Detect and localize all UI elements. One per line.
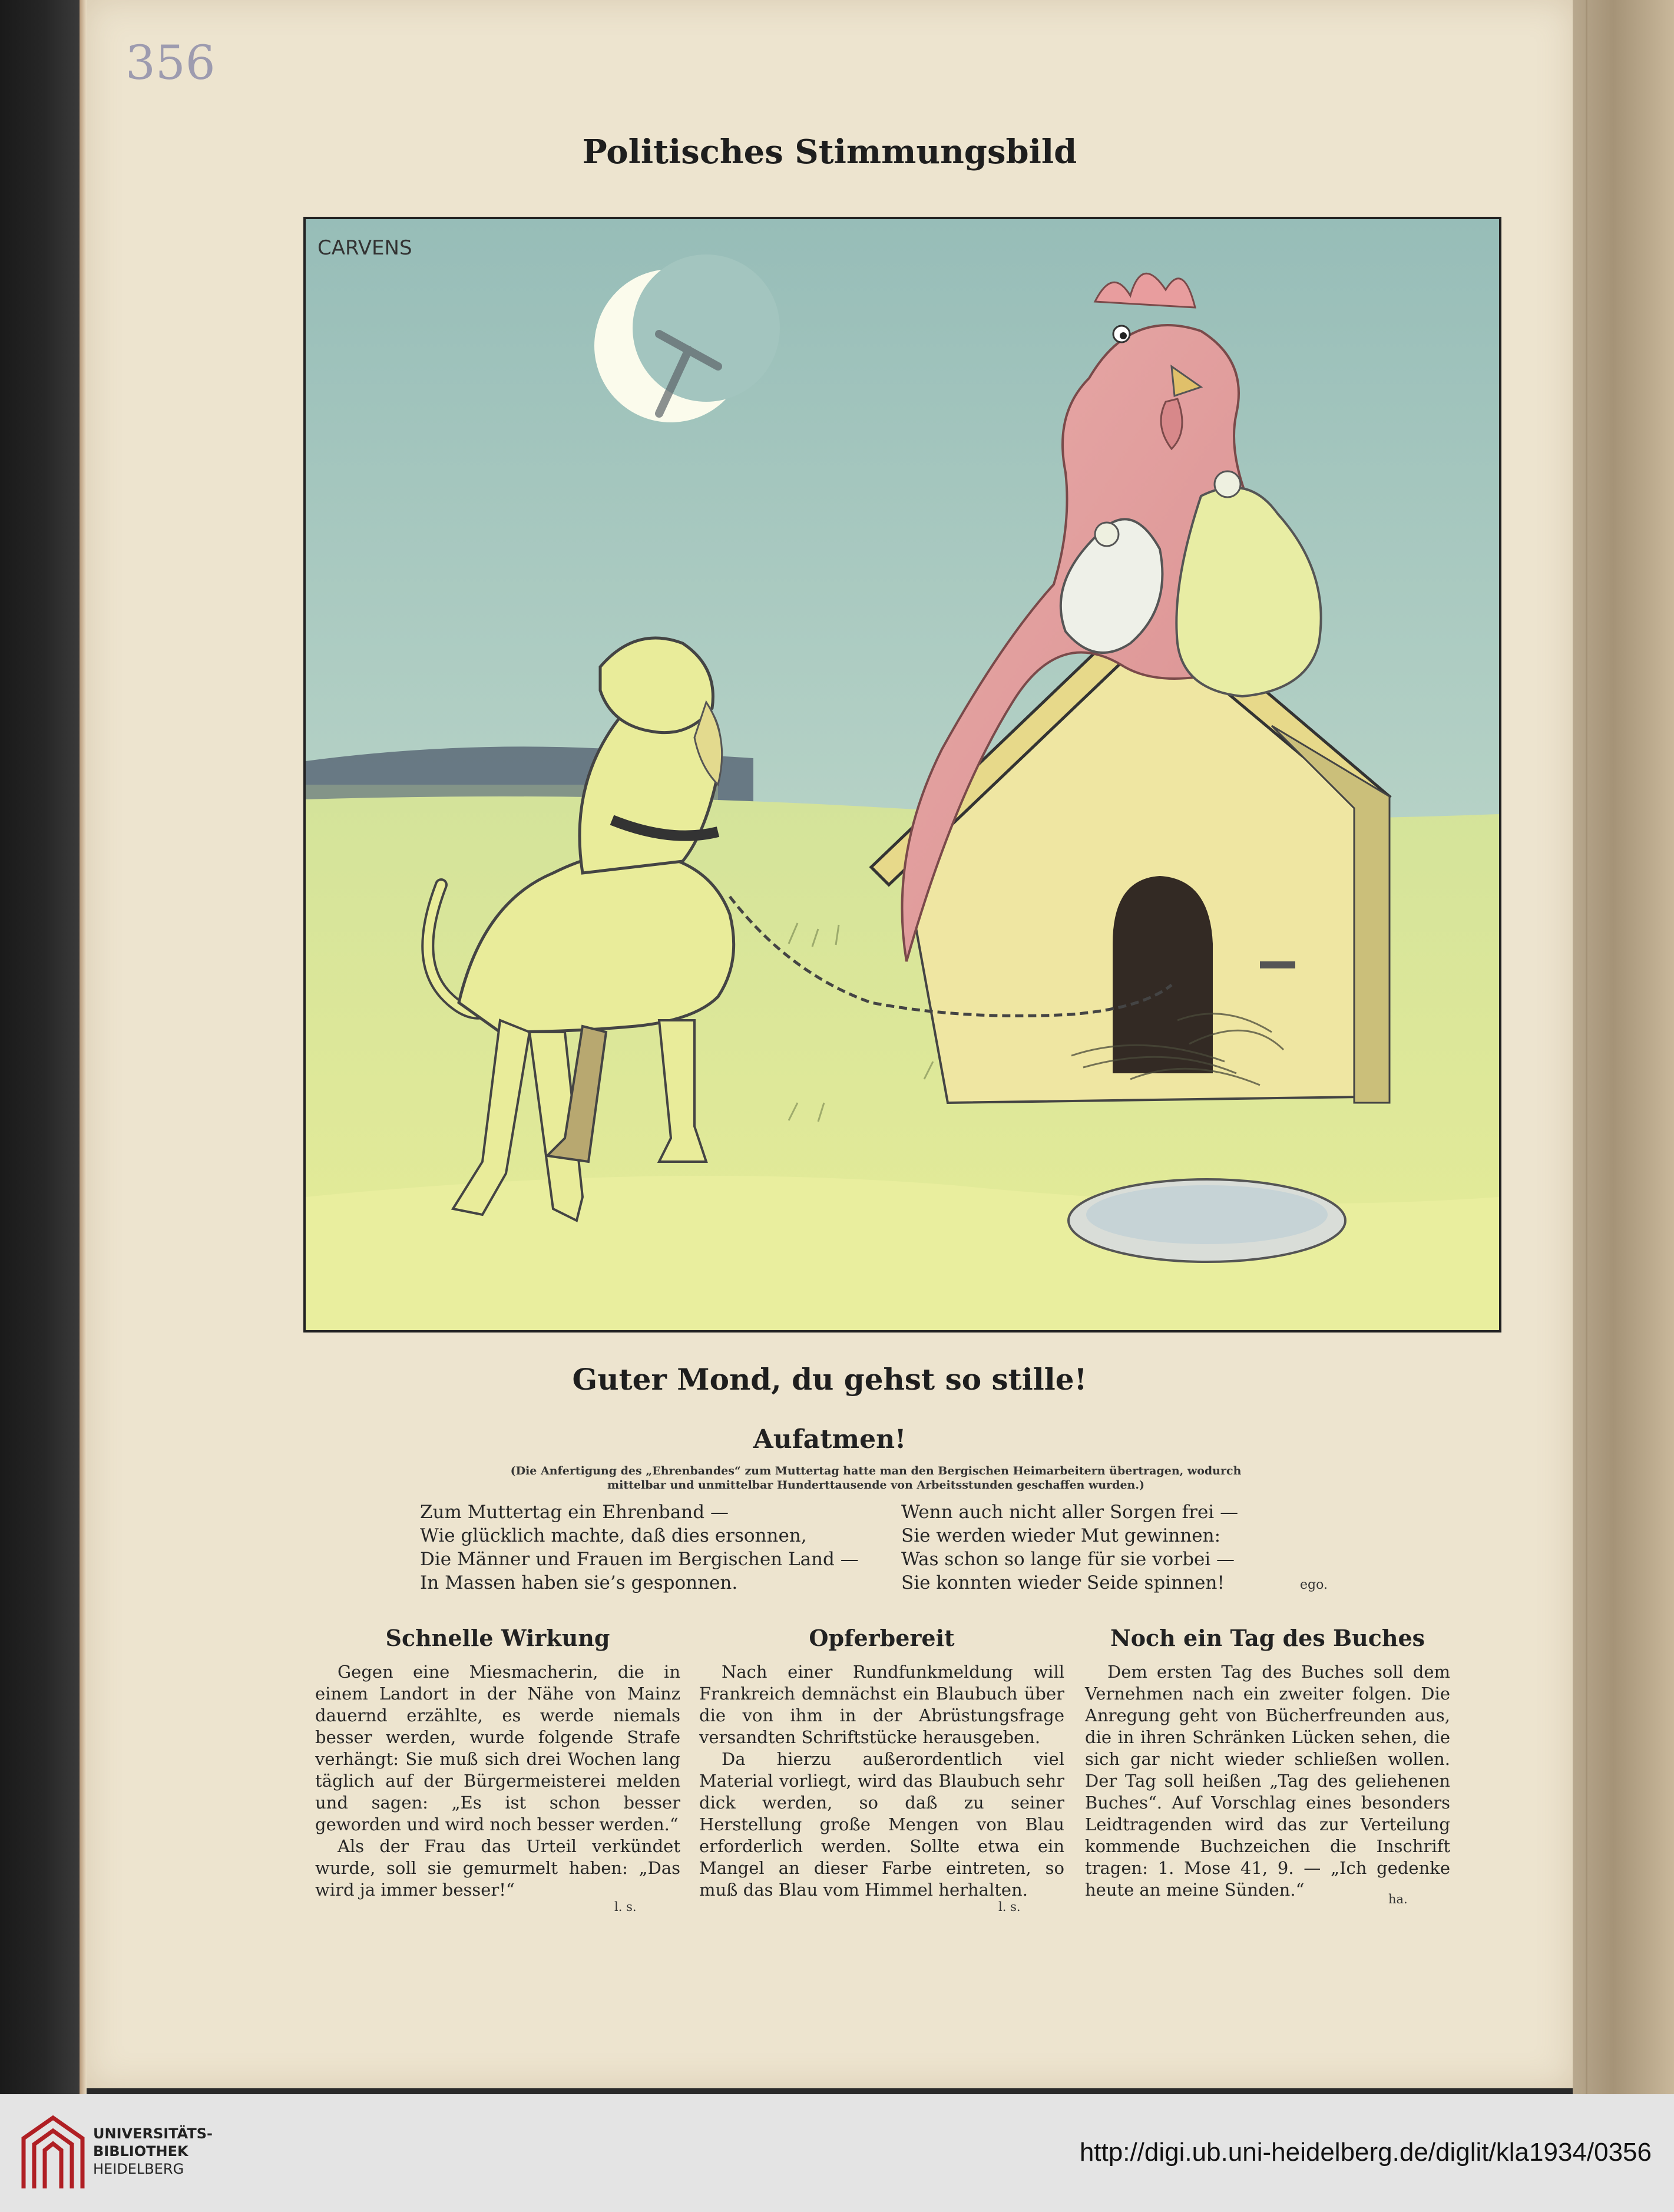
poem-line: Was schon so lange für sie vorbei —: [901, 1549, 1235, 1570]
poem-title: Aufatmen!: [753, 1424, 907, 1454]
article-paragraph: Gegen eine Miesmacherin, die in einem Landort in der Nähe von Mainz dauernd erzählte, es werde niemals besser werden, wurde folgende Strafe verhängt: Sie muß sich drei Wochen lang täglich auf der Bürgermeisterei melden und sagen: „Es ist schon besser geworden und wird noch besser werden.“: [315, 1662, 680, 1834]
article-body-schnelle-wirkung: [315, 1661, 680, 1901]
article-title-opferbereit: Opferbereit: [809, 1625, 955, 1651]
article-title-schnelle-wirkung: Schnelle Wirkung: [385, 1625, 610, 1651]
poem-line: Sie werden wieder Mut gewinnen:: [901, 1525, 1221, 1546]
article-paragraph: Nach einer Rundfunkmeldung will Frankreich demnächst ein Blaubuch über die von ihm in der Abrüstungsfrage versandten Schriftstücke herausgeben.: [699, 1662, 1064, 1747]
library-name: [93, 2125, 213, 2178]
binding-edge: [80, 0, 87, 2094]
poem-note: (Die Anfertigung des „Ehrenbandes“ zum Muttertag hatte man den Bergischen Heimarbeitern übertragen, wodurch mittelbar und unmittelbar Hunderttausende von Arbeitsstunden geschaffen wurden.): [510, 1464, 1242, 1492]
library-name-line: BIBLIOTHEK: [93, 2143, 188, 2160]
poem-line: Die Männer und Frauen im Bergischen Land —: [420, 1549, 859, 1570]
magazine-page: [87, 0, 1573, 2088]
page-number: 356: [125, 35, 216, 90]
library-logo-icon: [18, 2106, 88, 2197]
article-paragraph: Als der Frau das Urteil verkündet wurde, soll sie gemurmelt haben: „Das wird ja immer besser!“: [315, 1836, 680, 1900]
poem-line: Wenn auch nicht aller Sorgen frei —: [901, 1502, 1239, 1523]
article-signature: ha.: [1388, 1892, 1408, 1906]
article-signature: l. s.: [614, 1900, 637, 1914]
poem-line: Zum Muttertag ein Ehrenband —: [420, 1502, 729, 1523]
cartoon-illustration: [303, 217, 1501, 1333]
article-body-tag-des-buches: [1085, 1661, 1450, 1901]
book-binding: [0, 0, 80, 2094]
page-headline: Politisches Stimmungsbild: [582, 133, 1077, 171]
digital-library-url-link[interactable]: http://digi.ub.uni-heidelberg.de/diglit/kla1934/0356: [1079, 2138, 1652, 2167]
article-body-opferbereit: [699, 1661, 1064, 1901]
article-paragraph: Dem ersten Tag des Buches soll dem Vernehmen nach ein zweiter folgen. Die Anregung geht von Bücherfreunden aus, die in ihren Schränken Lücken sehen, die sich gar nicht wieder schließen wollen. Der Tag soll heißen „Tag des geliehenen Buches“. Auf Vorschlag eines besonders Leidtragenden wird das zur Verteilung kommende Buchzeichen die Inschrift tragen: 1. Mose 41, 9. — „Ich gedenke heute an meine Sünden.“: [1085, 1662, 1450, 1900]
artist-signature: CARVENS: [317, 236, 412, 260]
page-stack-edge: [1573, 0, 1674, 2094]
poem-line: In Massen haben sie’s gesponnen.: [420, 1572, 738, 1593]
article-signature: l. s.: [998, 1900, 1021, 1914]
cartoon-caption: Guter Mond, du gehst so stille!: [572, 1362, 1087, 1397]
library-footer: [0, 2094, 1674, 2212]
library-name-line: UNIVERSITÄTS-: [93, 2125, 213, 2142]
poem-line: Wie glücklich machte, daß dies ersonnen,: [420, 1525, 807, 1546]
poem-line: Sie konnten wieder Seide spinnen!: [901, 1572, 1225, 1593]
article-title-tag-des-buches: Noch ein Tag des Buches: [1110, 1625, 1425, 1651]
library-name-line: HEIDELBERG: [93, 2161, 184, 2177]
poem-left-stanza: [420, 1500, 903, 1595]
poem-signature: ego.: [1300, 1578, 1328, 1592]
article-paragraph: Da hierzu außerordentlich viel Material vorliegt, wird das Blaubuch sehr dick werden, so daß zu seiner Herstellung große Mengen von Blau erforderlich werden. Sollte etwa ein Mangel an dieser Farbe eintreten, so muß das Blau vom Himmel herhalten.: [699, 1749, 1064, 1900]
